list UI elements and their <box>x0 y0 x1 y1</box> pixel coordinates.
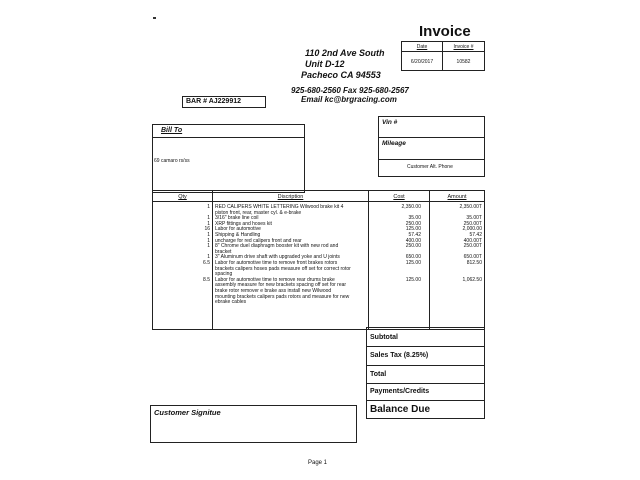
table-cell-cost: 250.00 <box>405 243 421 250</box>
bar-number: BAR # AJ229912 <box>186 98 241 105</box>
invoice-number-value: 10582 <box>456 59 471 65</box>
line-items-table <box>152 190 485 330</box>
qty-header: Qty <box>178 194 187 200</box>
table-cell-desc: 3/16" brake line coil <box>215 215 259 222</box>
subtotal-label: Subtotal <box>370 334 398 341</box>
page-number: Page 1 <box>308 460 328 466</box>
table-cell-qty: 1 <box>207 204 210 210</box>
table-cell-amount: 250.00T <box>463 243 482 250</box>
payments-credits-label: Payments/Credits <box>370 388 430 395</box>
vehicle-info-box <box>378 116 485 177</box>
description-header: Discription <box>277 194 304 200</box>
table-cell-desc: assembly measure for new brackets spacing off set for rear <box>215 282 347 289</box>
table-cell-desc: Labor for automotive time to remove front brakes rotors <box>215 260 338 266</box>
bill-to-label: Bill To <box>161 127 183 134</box>
table-cell-qty: 1 <box>207 254 210 261</box>
table-cell-cost: 400.00 <box>405 237 421 244</box>
table-cell-qty: 16 <box>204 226 210 233</box>
table-cell-amount: 650.00T <box>463 254 482 261</box>
customer-alt-phone-label: Customer Alt. Phone <box>407 164 453 170</box>
table-cell-cost: 125.00 <box>405 226 421 233</box>
table-cell-desc: Labor for automotive <box>215 226 261 233</box>
vin-label: Vin # <box>382 119 398 126</box>
company-phone-fax: 925-680-2560 Fax 925-680-2567 <box>291 86 409 95</box>
table-cell-amount: 2,350.00T <box>459 204 482 210</box>
table-cell-desc: piston front, rear, master cyl. & e-brake <box>215 209 302 216</box>
date-invoice-box <box>401 41 485 71</box>
table-cell-qty: 8.5 <box>203 276 210 283</box>
table-cell-desc: Shipping & Handling <box>215 232 261 238</box>
table-cell-desc: brackets calipers hoses pads measure off set for correct rotor <box>215 265 351 272</box>
table-cell-amount: 2,000.00 <box>462 226 482 233</box>
table-cell-amount: 57.42 <box>469 232 482 238</box>
table-cell-desc: 3" Aluminum drive shaft with upgraded yoke and U joints <box>215 254 340 261</box>
table-cell-desc: RED CALIPERS WHITE LETTERING Wilwood brake kit 4 <box>215 204 344 210</box>
table-cell-qty: 1 <box>207 232 210 238</box>
customer-signature-box <box>150 405 357 443</box>
table-cell-cost: 125.00 <box>405 260 421 266</box>
table-cell-qty: 6.5 <box>203 260 210 266</box>
table-cell-desc: ebrake cables <box>215 299 247 306</box>
table-cell-desc: uncharge for red calipers front and rear <box>215 237 302 244</box>
totals-box <box>366 327 485 419</box>
total-label: Total <box>370 371 387 378</box>
amount-header: Amount <box>447 194 467 200</box>
table-cell-amount: 35.00T <box>466 215 482 222</box>
table-cell-amount: 812.50 <box>466 260 482 266</box>
cost-header: Cost <box>393 194 405 200</box>
customer-signature-label: Customer Signitue <box>154 408 221 417</box>
table-cell-desc: mounting brackets calipers pads rotors and measure for new <box>215 293 350 300</box>
date-value: 6/20/2017 <box>410 59 434 65</box>
table-cell-cost: 125.00 <box>405 276 421 283</box>
scan-speck <box>153 17 156 19</box>
table-cell-qty: 1 <box>207 237 210 244</box>
invoice-number-label: Invoice # <box>453 44 474 50</box>
company-address-1: 110 2nd Ave South <box>305 48 385 58</box>
table-cell-cost: 650.00 <box>405 254 421 261</box>
bill-to-value: 69 camaro rs/ss <box>154 158 190 164</box>
company-address-2: Unit D-12 <box>305 59 345 69</box>
company-email: Email kc@brgracing.com <box>301 95 397 104</box>
table-cell-qty: 1 <box>207 243 210 250</box>
mileage-label: Mileage <box>382 140 406 147</box>
table-cell-cost: 57.42 <box>408 232 421 238</box>
table-cell-desc: XRP fittings and hoses kit <box>215 220 272 227</box>
bill-to-box <box>152 124 305 193</box>
table-cell-desc: Labor for automotive time to remove rear drums brake <box>215 276 335 283</box>
table-cell-amount: 400.00T <box>463 237 482 244</box>
table-cell-amount: 250.00T <box>463 220 482 227</box>
table-cell-desc: brake rotor remover e brake ass install new Wilwood <box>215 288 332 294</box>
table-cell-qty: 1 <box>207 215 210 222</box>
table-cell-cost: 35.00 <box>408 215 421 222</box>
table-cell-cost: 2,350.00 <box>401 204 421 210</box>
company-address-3: Pacheco CA 94553 <box>301 70 381 80</box>
table-cell-qty: 1 <box>207 220 210 227</box>
balance-due-label: Balance Due <box>370 404 431 415</box>
invoice-title: Invoice <box>419 23 471 40</box>
date-label: Date <box>416 44 428 50</box>
bar-number-box <box>182 96 266 108</box>
table-cell-amount: 1,062.50 <box>462 276 482 283</box>
table-cell-cost: 250.00 <box>405 220 421 227</box>
table-cell-desc: spacing <box>215 271 233 278</box>
table-cell-desc: 8" Chrome duel diaphragm booster kit with new rod and <box>215 243 339 250</box>
sales-tax-label: Sales Tax (8.25%) <box>370 352 429 359</box>
table-cell-desc: bracket <box>215 248 232 255</box>
